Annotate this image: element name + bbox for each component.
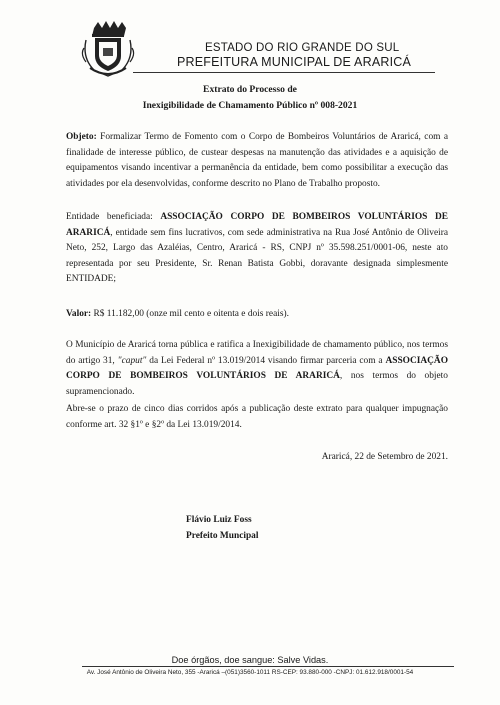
valor-text: R$ 11.182,00 (onze mil cento e oitenta e dois reais). [91,309,289,319]
document-date: Araricá, 22 de Setembro de 2021. [321,452,448,462]
signatory-role: Prefeito Muncipal [186,531,259,541]
municipal-coat-of-arms-icon [80,18,136,78]
footer-address: Av. José Antônio de Oliveira Neto, 355 -Araricá –(051)3560-1011 RS-CEP: 93.880-000 -CNPJ: 01.612.918/0001-54 [86,669,414,676]
prazo-paragraph: Abre-se o prazo de cinco dias corridos após a publicação deste extrato para qualquer impugnação conforme art. 32 §1º e §2º da Lei 13.019/2014. [66,404,448,430]
document-title-line1: Extrato do Processo de [203,84,297,95]
entidade-prefix: Entidade beneficiada: [66,212,161,222]
entidade-paragraph [66,210,448,288]
objeto-label: Objeto: [66,132,97,142]
objeto-paragraph [66,130,448,192]
footer-slogan: Doe órgãos, doe sangue: Salve Vidas. [171,655,329,665]
prefecture-name: PREFEITURA MUNICIPAL DE ARARICÁ [177,55,412,69]
header-divider [133,72,435,73]
ratifica-entity-name: ASSOCIAÇÃO CORPO DE BOMBEIROS VOLUNTÁRIOS DE ARARICÁ [66,355,448,381]
entidade-text: , entidade sem fins lucrativos, com sede administrativa na Rua José Antônio de Oliveira Neto, 252, Largo das Azaléias, Centro, Araricá - RS, CNPJ nº 35.598.251/0001-06, neste ato representada por seu Presidente, Sr. Renan Batista Gobbi, doravante designada simplesmente ENTIDADE; [66,227,448,284]
valor-label: Valor: [66,309,92,319]
ratifica-part3: , nos termos do objeto supramencionado. [66,371,448,397]
valor-paragraph [66,307,448,323]
state-name: ESTADO DO RIO GRANDE DO SUL [205,42,400,54]
ratifica-part2: da Lei Federal nº 13.019/2014 visando firmar parceria com a [146,355,386,366]
document-title-line2: Inexigibilidade de Chamamento Público nº 008-2021 [142,100,358,111]
ratifica-part1: O Município de Araricá torna pública e ratifica a Inexigibilidade de chamamento público, nos termos do artigo 31, [66,340,448,366]
objeto-text: Formalizar Termo de Fomento com o Corpo de Bombeiros Voluntários de Araricá, com a finalidade de interesse público, de custear despesas na manutenção das atividades e a aquisição de equipamentos visando incentivar a permanência da entidade, bem como possibilitar a execução das atividades por ela desenvolvidas, conforme descrito no Plano de Trabalho proposto. [66,132,448,189]
ratifica-paragraph [66,338,448,400]
entidade-name: ASSOCIAÇÃO CORPO DE BOMBEIROS VOLUNTÁRIOS DE ARARICÁ [66,212,449,238]
signatory-name: Flávio Luiz Foss [186,515,252,525]
ratifica-caput: "caput" [117,355,147,366]
footer-divider [82,666,454,667]
